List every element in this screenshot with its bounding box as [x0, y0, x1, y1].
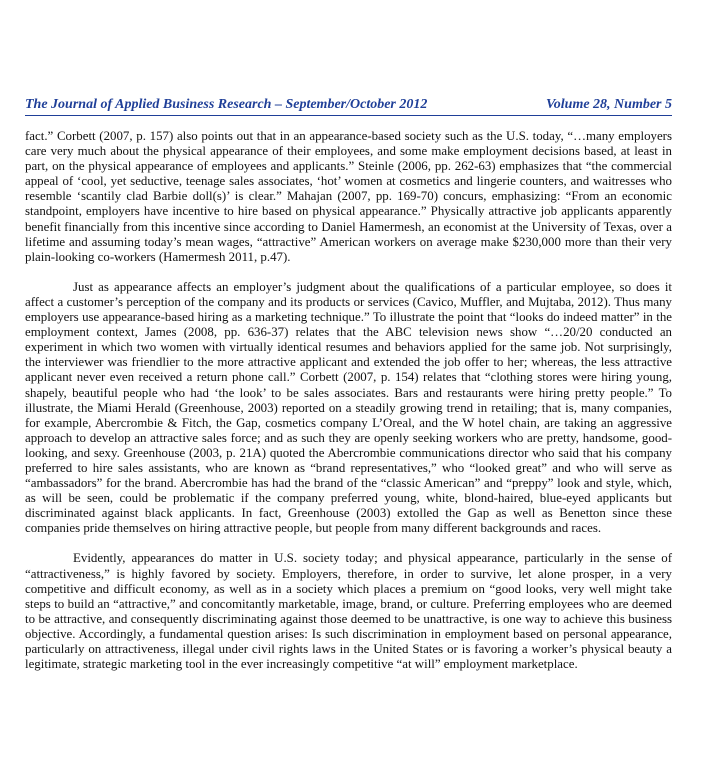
page [25, 96, 672, 672]
running-header [25, 96, 672, 116]
paragraph-appearances-matter: Evidently, appearances do matter in U.S. society today; and physical appearance, particularly in the sense of “attractiveness,” is highly favored by society. Employers, therefore, in order to survive, let alone prosper, in a very competitive and difficult economy, as well as in a society which places a premium on “good looks, very well might take steps to build an “attractive,” and concomitantly marketable, image, brand, or culture. Preferring employees who are deemed to be attractive, and consequently discriminating against those deemed to be unattractive, is one way to achieve this business objective. Accordingly, a fundamental question arises: Is such discrimination in employment based on personal appearance, particularly on attractiveness, illegal under civil rights laws in the United States or is favoring a worker’s physical beauty a legitimate, strategic marketing tool in the ever increasingly competitive “at will” employment marketplace. [25, 551, 672, 672]
paragraph-appearance-judgment: Just as appearance affects an employer’s judgment about the qualifications of a particular employee, so does it affect a customer’s perception of the company and its products or services (Cavico, Muffler, and Mujtaba, 2012). Thus many employers use appearance-based hiring as a marketing technique.” To illustrate the point that “looks do indeed matter” in the employment context, James (2008, pp. 636-37) relates that the ABC television news show “…20/20 conducted an experiment in which two women with virtually identical resumes and behaviors applied for the same job. Not surprisingly, the interviewer was friendlier to the more attractive applicant and extended the job offer to her; whereas, the less attractive applicant never even received a return phone call.” Corbett (2007, p. 154) relates that “clothing stores were hiring young, shapely, beautiful people who had ‘the look’ to be sales associates. Bars and restaurants were hiring pretty people.” To illustrate, the Miami Herald (Greenhouse, 2003) reported on a steadily growing trend in retailing; that is, many companies, for example, Abercrombie & Fitch, the Gap, cosmetics company L’Oreal, and the W hotel chain, are taking an aggressive approach to develop an attractive sales force; and as such they are openly seeking workers who are pretty, handsome, good-looking, and sexy. Greenhouse (2003, p. 21A) quoted the Abercrombie communications director who said that his company preferred to hire sales assistants, who are known as “brand representatives,” who “looked great” and who will serve as “ambassadors” for the brand. Abercrombie has had the brand of the “classic American” and “preppy” look and style, which, as will be seen, could be problematic if the company preferred young, white, blond-haired, blue-eyed applicants but discriminated against black applicants. In fact, Greenhouse (2003) extolled the Gap as well as Benetton since these companies pride themselves on hiring attractive people, but people from many different backgrounds and races. [25, 279, 672, 536]
paragraph-continuation: fact.” Corbett (2007, p. 157) also points out that in an appearance-based society such as the U.S. today, “…many employers care very much about the physical appearance of their employees, and some make employment decisions based, at least in part, on the physical appearance of employees and applicants.” Steinle (2006, pp. 262-63) emphasizes that “the commercial appeal of ‘cool, yet seductive, teenage sales associates, ‘hot’ women at cosmetics and lingerie counters, and waitresses who resemble ‘scantily clad Barbie doll(s)’ is clear.” Mahajan (2007, pp. 169-70) concurs, emphasizing: “From an economic standpoint, employers have incentive to hire based on physical appearance.” Physically attractive job applicants apparently benefit financially from this incentive since according to Daniel Hamermesh, an economist at the University of Texas, over a lifetime and assuming today’s mean wages, “attractive” American workers on average make $230,000 more than their very plain-looking co-workers (Hamermesh 2011, p.47). [25, 129, 672, 264]
volume-info: Volume 28, Number 5 [545, 97, 672, 112]
journal-title: The Journal of Applied Business Research – September/October 2012 [25, 97, 428, 112]
article-body [25, 129, 672, 672]
